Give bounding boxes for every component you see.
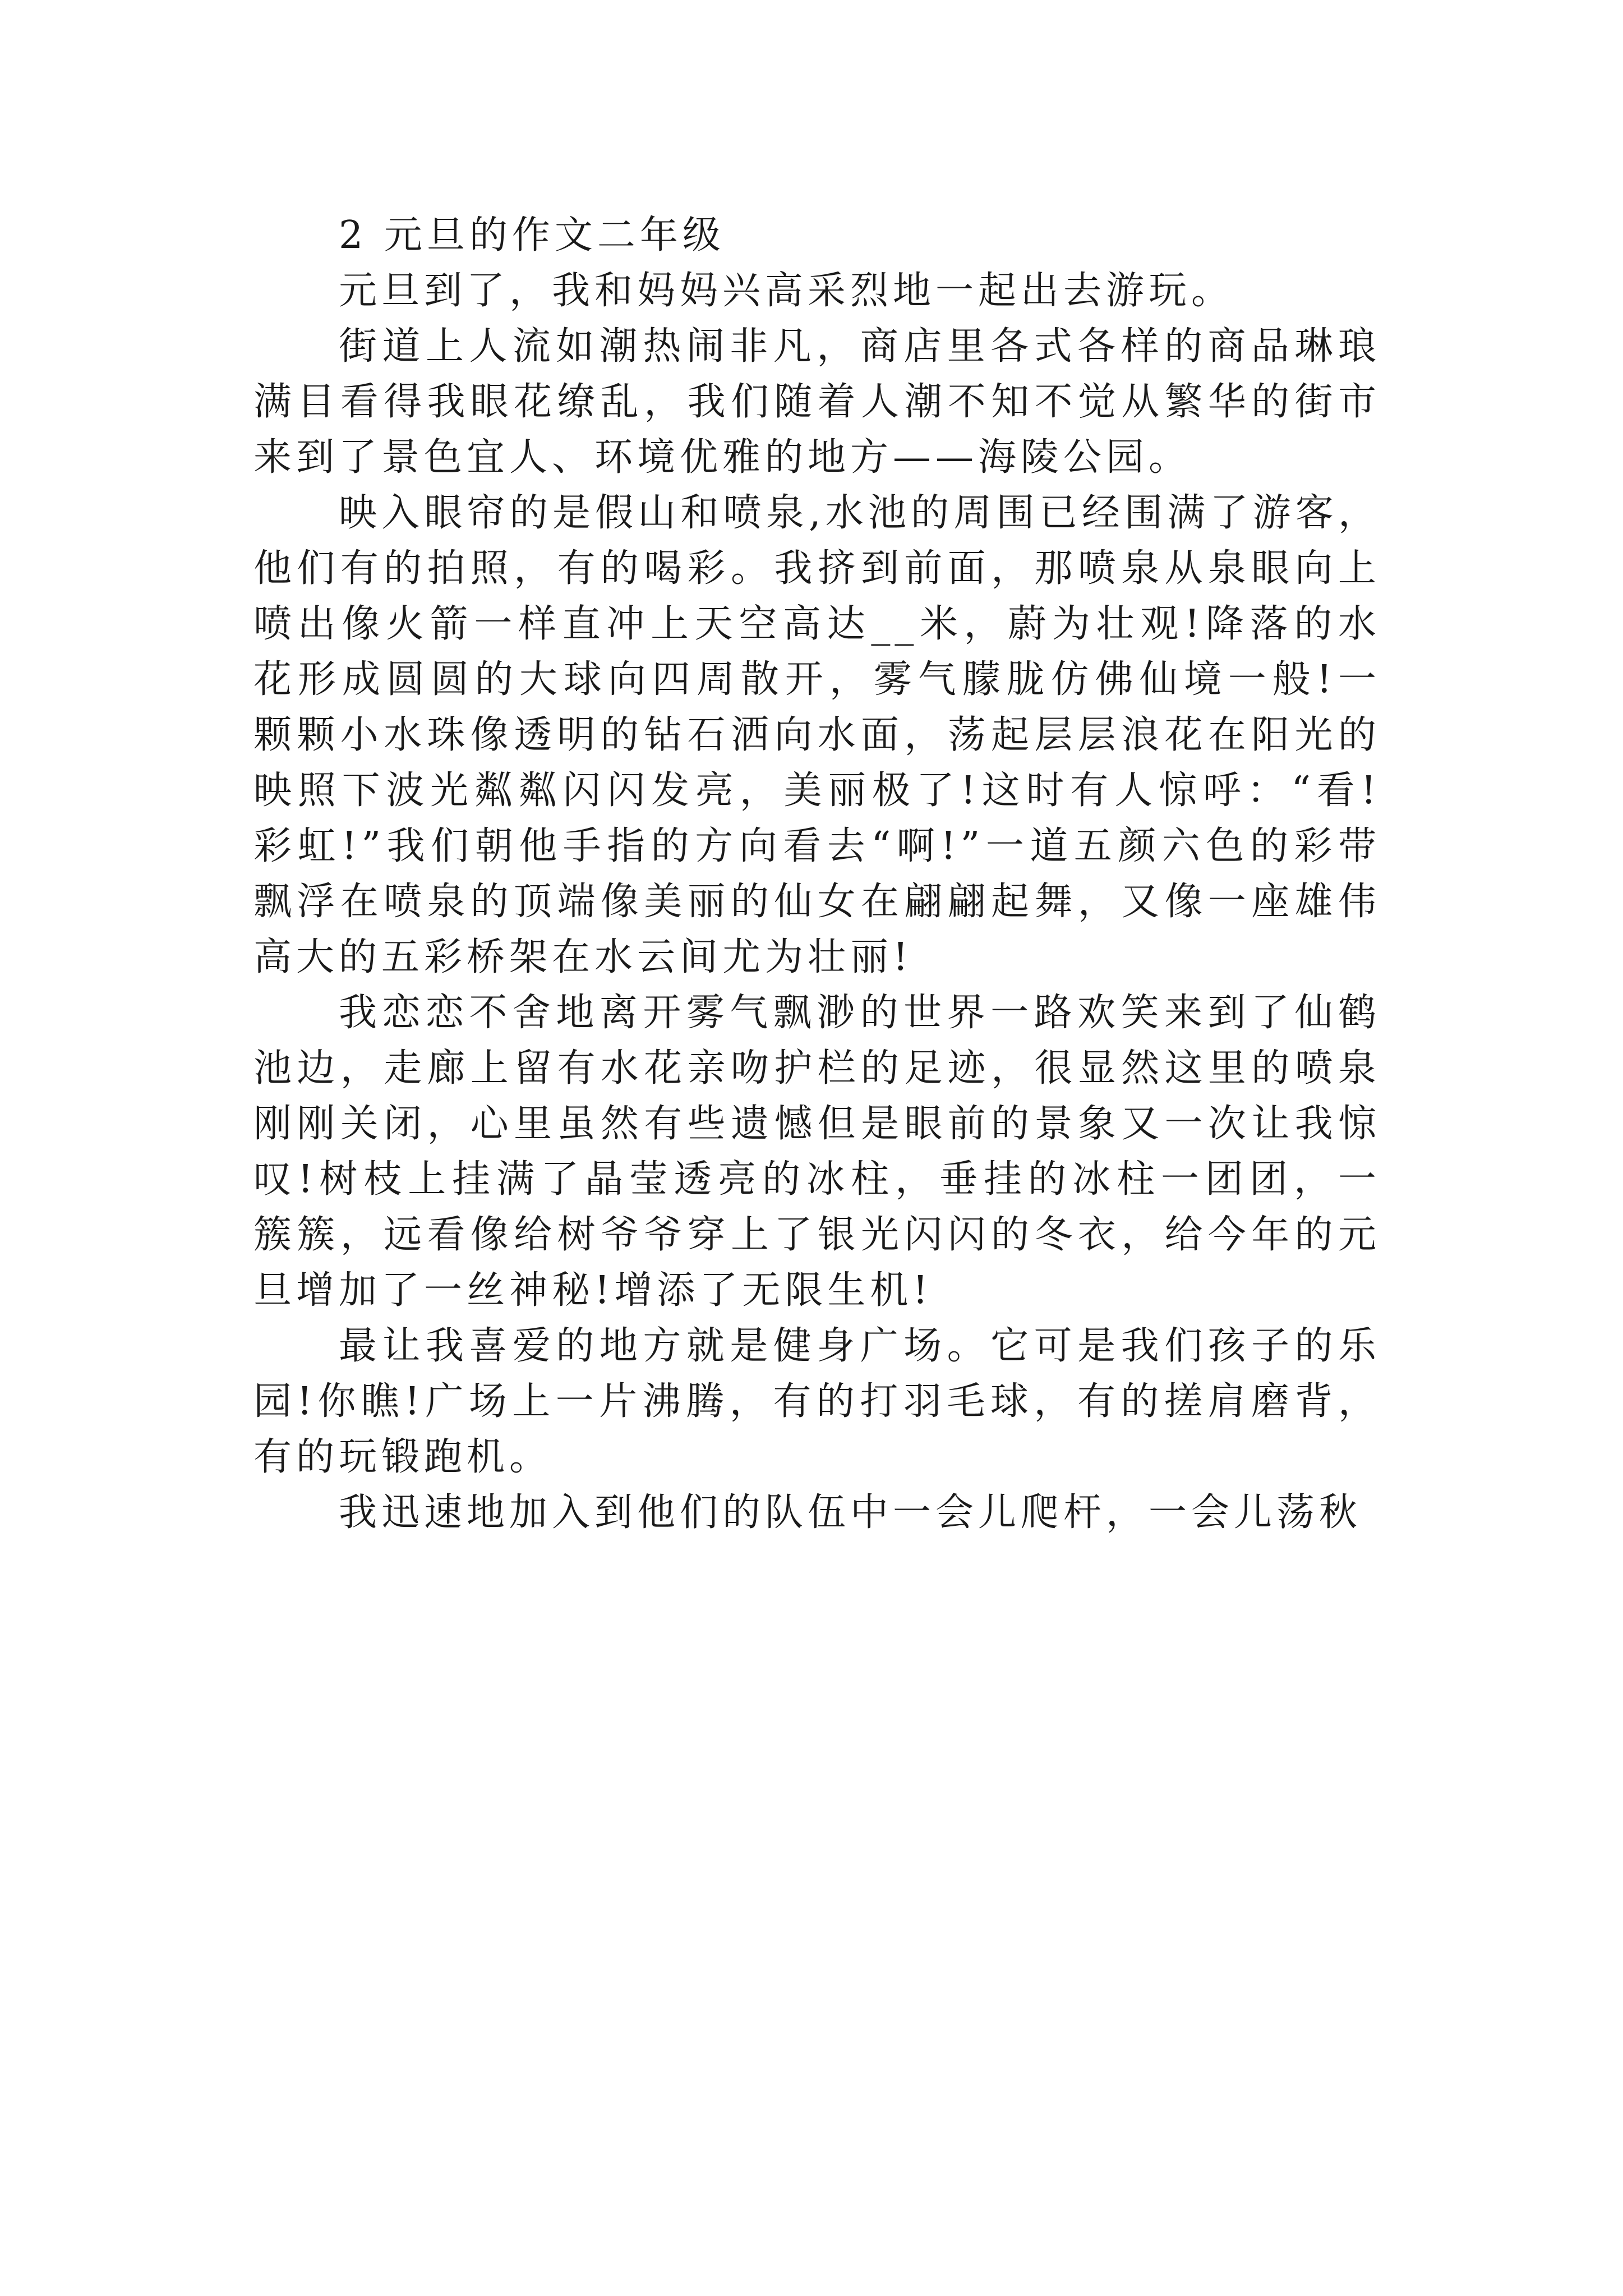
- paragraph-4: 我恋恋不舍地离开雾气飘渺的世界一路欢笑来到了仙鹤池边，走廊上留有水花亲吻护栏的足迹，很显然这里的喷泉刚刚关闭，心里虽然有些遗憾但是眼前的景象又一次让我惊叹!树枝上挂满了晶莹透亮的冰柱，垂挂的冰柱一团团，一簇簇，远看像给树爷爷穿上了银光闪闪的冬衣，给今年的元旦增加了一丝神秘!增添了无限生机!: [253, 991, 1381, 1313]
- paragraph-1: 元旦到了，我和妈妈兴高采烈地一起出去游玩。: [339, 269, 1234, 313]
- paragraph-2: 街道上人流如潮热闹非凡，商店里各式各样的商品琳琅满目看得我眼花缭乱，我们随着人潮不知不觉从繁华的街市来到了景色宜人、环境优雅的地方——海陵公园。: [253, 324, 1381, 480]
- paragraph-5: 最让我喜爱的地方就是健身广场。它可是我们孩子的乐园!你瞧!广场上一片沸腾，有的打羽毛球，有的搓肩磨背，有的玩锻跑机。: [253, 1324, 1381, 1479]
- paragraph-3: 映入眼帘的是假山和喷泉,水池的周围已经围满了游客，他们有的拍照，有的喝彩。我挤到前面，那喷泉从泉眼向上喷出像火箭一样直冲上天空高达__米，蔚为壮观!降落的水花形成圆圆的大球向四周散开，雾气朦胧仿佛仙境一般!一颗颗小水珠像透明的钻石洒向水面，荡起层层浪花在阳光的映照下波光粼粼闪闪发亮，美丽极了!这时有人惊呼：“看!彩虹!”我们朝他手指的方向看去“啊!”一道五颜六色的彩带飘浮在喷泉的顶端像美丽的仙女在翩翩起舞，又像一座雄伟高大的五彩桥架在水云间尤为壮丽!: [253, 491, 1381, 979]
- document-title: 2 元旦的作文二年级: [339, 213, 725, 257]
- document-body: [253, 208, 1381, 1540]
- paragraph-6: 我迅速地加入到他们的队伍中一会儿爬杆，一会儿荡秋: [339, 1490, 1362, 1535]
